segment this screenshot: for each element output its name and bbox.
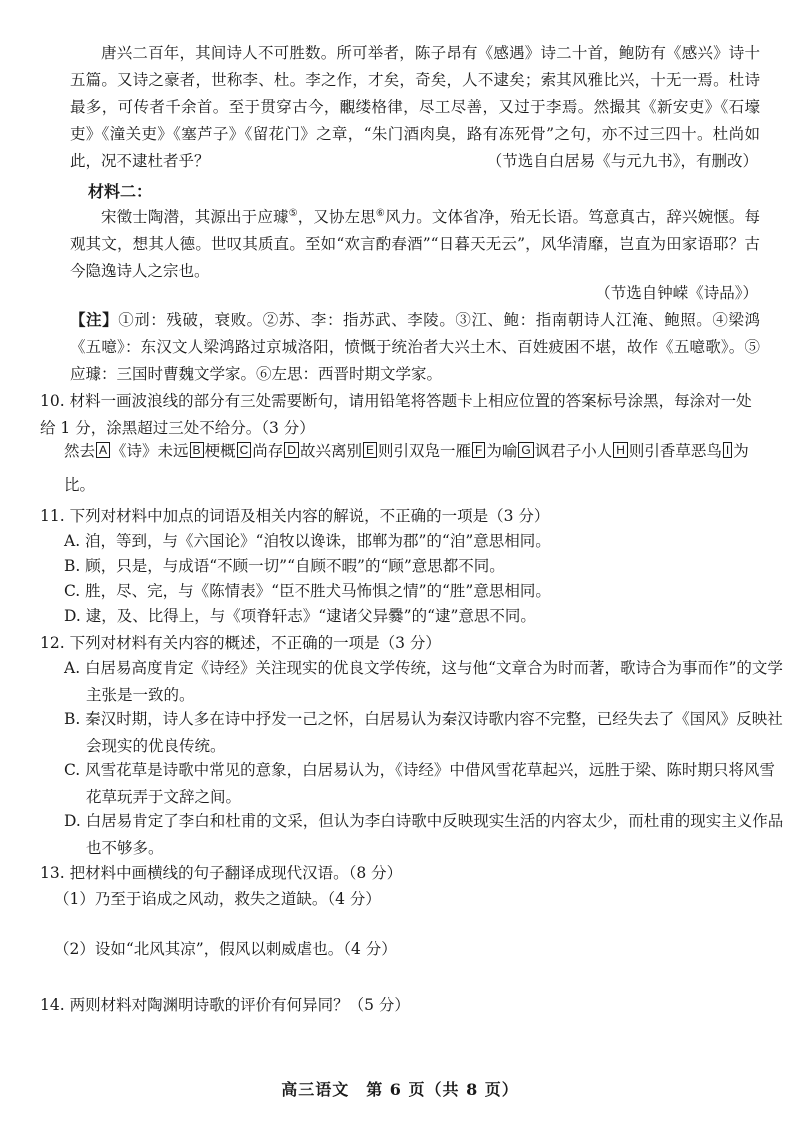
material1-source: （节选自白居易《与元九书》，有删改） [486,152,758,170]
page-footer: 高三语文 第 6 页（共 8 页） [281,1080,519,1099]
material1-paragraph: 唐兴二百年，其间诗人不可胜数。所可举者，陈子昂有《感遇》诗二十首，鲍防有《感兴》诗十五篇。又诗之豪者，世称李、杜。李之作，才矣，奇矣，人不逮矣；索其风雅比兴，十无一焉。杜诗最多，可传者千余首。至于贯穿古今，覼缕格律，尽工尽善，又过于李焉。然撮其《新安吏》《石壕吏》《潼关吏》《塞芦子》《留花门》之章，“朱门酒肉臭，路有冻死骨”之句，亦不过三四十。杜尚如此，况不逮杜者乎？ [70,44,760,170]
q10-box-h[interactable]: H [613,442,628,458]
question-12-stem: 12. 下列对材料有关内容的概述，不正确的一项是（3 分） [40,634,441,652]
q10-box-f[interactable]: F [472,442,485,458]
q10-segment: 故兴离别 [299,442,362,460]
material2-text-a: 宋徵士陶潜，其源出于应璩 [101,208,289,226]
q10-segment: 然去 [64,442,96,460]
material2-text-b: ，又协左思 [297,208,376,226]
material2-label: 材料二： [88,182,153,201]
footnote-5-mark: ⑤ [288,207,298,219]
question-12-option-b[interactable]: B. 秦汉时期，诗人多在诗中抒发一己之怀，白居易认为秦汉诗歌内容不完整，已经失去了《国风》反映社会现实的优良传统。 [64,710,783,755]
question-11-option-b[interactable]: B. 顾，只是，与成语“不顾一切”“自顾不暇”的“顾”意思都不同。 [64,557,505,575]
question-12-option-c[interactable]: C. 风雪花草是诗歌中常见的意象，白居易认为，《诗经》中借风雪花草起兴，远胜于梁、陈时期只将风雪花草玩弄于文辞之间。 [64,761,775,806]
question-11-option-a[interactable]: A. 洎，等到，与《六国论》“洎牧以谗诛，邯郸为郡”的“洎”意思相同。 [64,532,551,550]
q10-segment: 则引双凫一雁 [377,442,471,460]
material2-source: （节选自钟嵘《诗品》） [595,284,758,302]
q10-box-e[interactable]: E [363,442,377,458]
q10-box-a[interactable]: A [96,442,110,458]
question-11-option-d[interactable]: D. 逮，及、比得上，与《项脊轩志》“逮诸父异爨”的“逮”意思不同。 [64,607,536,625]
question-13-part-2: （2）设如“北风其凉”，假风以刺威虐也。（4 分） [54,940,397,958]
question-11-option-c[interactable]: C. 胜，尽、完，与《陈情表》“臣不胜犬马怖惧之情”的“胜”意思相同。 [64,582,551,600]
notes-block [70,306,760,388]
q10-box-d[interactable]: D [284,442,299,458]
question-10-stem: 10. 材料一画波浪线的部分有三处需要断句，请用铅笔将答题卡上相应位置的答案标号涂黑，每涂对一处给 1 分，涂黑超过三处不给分。（3 分） [40,392,752,437]
question-12-option-a[interactable]: A. 白居易高度肯定《诗经》关注现实的优良文学传统，这与他“文章合为时而著，歌诗合为事而作”的文学主张是一致的。 [64,659,783,704]
material2-paragraph [70,204,760,285]
q10-segment: 尚存 [252,442,284,460]
question-13-part-1: （1）乃至于谄成之风动，救失之道缺。（4 分） [54,890,381,908]
q10-segment: 《诗》未远 [111,442,189,460]
material2-text-c: 风力。文体省净，殆无长语。笃意真古，辞兴婉惬。每观其文，想其人德。世叹其质直。至如“欢言酌春酒”“日暮天无云”，风华清靡，岂直为田家语耶？古今隐逸诗人之宗也。 [70,208,760,280]
q10-segment: 则引香草恶鸟 [628,442,722,460]
q10-box-b[interactable]: B [190,442,204,458]
q10-segment: 为比。 [64,442,749,494]
q10-box-c[interactable]: C [237,442,252,458]
footnote-6-mark: ⑥ [375,207,385,219]
question-12-option-d[interactable]: D. 白居易肯定了李白和杜甫的文采，但认为李白诗歌中反映现实生活的内容太少，而杜甫的现实主义作品也不够多。 [64,812,784,857]
question-11-stem: 11. 下列对材料中加点的词语及相关内容的解说，不正确的一项是（3 分） [40,507,550,525]
question-13-stem: 13. 把材料中画横线的句子翻译成现代汉语。（8 分） [40,864,403,882]
q10-box-g[interactable]: G [518,442,533,458]
notes-text: ①刓：残破，衰败。②苏、李：指苏武、李陵。③江、鲍：指南朝诗人江淹、鲍照。④梁鸿《五噫》：东汉文人梁鸿路过京城洛阳，愤慨于统治者大兴土木、百姓疲困不堪，故作《五噫歌》。⑤应璩：三国时曹魏文学家。⑥左思：西晋时期文学家。 [70,311,760,383]
q10-segment: 为喻 [486,442,518,460]
notes-label: 【注】 [70,310,119,329]
question-14-stem: 14. 两则材料对陶渊明诗歌的评价有何异同？（5 分） [40,996,410,1014]
question-10-sentence [64,434,764,502]
q10-box-i[interactable]: I [723,442,732,458]
q10-segment: 讽君子小人 [534,442,613,460]
q10-segment: 梗概 [204,442,236,460]
